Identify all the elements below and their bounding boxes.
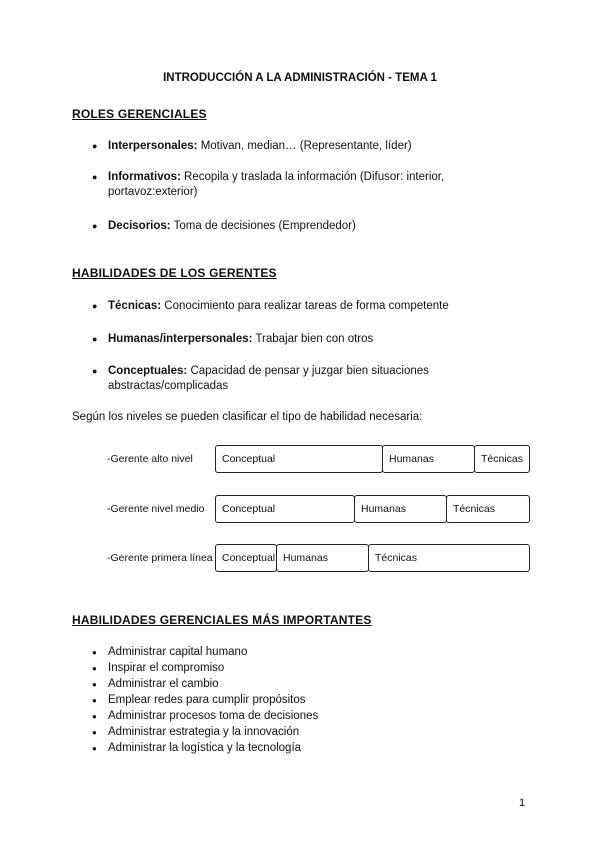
level-label-medio: -Gerente nivel medio [107, 503, 205, 515]
section-heading-roles: ROLES GERENCIALES [72, 107, 207, 121]
skill-box-conceptual: Conceptual [215, 544, 277, 572]
skill-box-tecnicas: Técnicas [368, 544, 530, 572]
document-title: INTRODUCCIÓN A LA ADMINISTRACIÓN - TEMA 1 [163, 72, 437, 84]
term: Humanas/interpersonales: [108, 333, 253, 345]
section-heading-habilidades: HABILIDADES DE LOS GERENTES [72, 266, 277, 280]
skill-box-tecnicas: Técnicas [474, 445, 530, 473]
term-description: Trabajar bien con otros [255, 333, 374, 345]
level-label-alto: -Gerente alto nivel [107, 453, 193, 465]
skill-box-conceptual: Conceptual [215, 445, 383, 473]
term: Conceptuales: [108, 365, 188, 377]
skill-box-conceptual: Conceptual [215, 495, 355, 523]
level-label-primera: -Gerente primera línea [107, 552, 213, 564]
term: Técnicas: [108, 300, 162, 312]
term-description: Toma de decisiones (Emprendedor) [173, 220, 356, 232]
term: Interpersonales: [108, 140, 198, 152]
skill-box-humanas: Humanas [276, 544, 369, 572]
levels-intro: Según los niveles se pueden clasificar el tipo de habilidad necesaria: [72, 411, 423, 423]
skill-box-humanas: Humanas [382, 445, 475, 473]
skill-box-humanas: Humanas [354, 495, 447, 523]
term-description: Capacidad de pensar y juzgar bien situaciones abstractas/complicadas [108, 365, 429, 392]
term: Informativos: [108, 171, 181, 183]
term-description: Conocimiento para realizar tareas de forma competente [164, 300, 449, 312]
section-heading-importantes: HABILIDADES GERENCIALES MÁS IMPORTANTES [72, 613, 372, 627]
page-number: 1 [519, 797, 526, 809]
term-description: Motivan, median… (Representante, líder) [200, 140, 412, 152]
skill-box-tecnicas: Técnicas [446, 495, 530, 523]
term-description: Recopila y traslada la información (Difusor: interior, portavoz:exterior) [108, 171, 445, 198]
term: Decisorios: [108, 220, 171, 232]
